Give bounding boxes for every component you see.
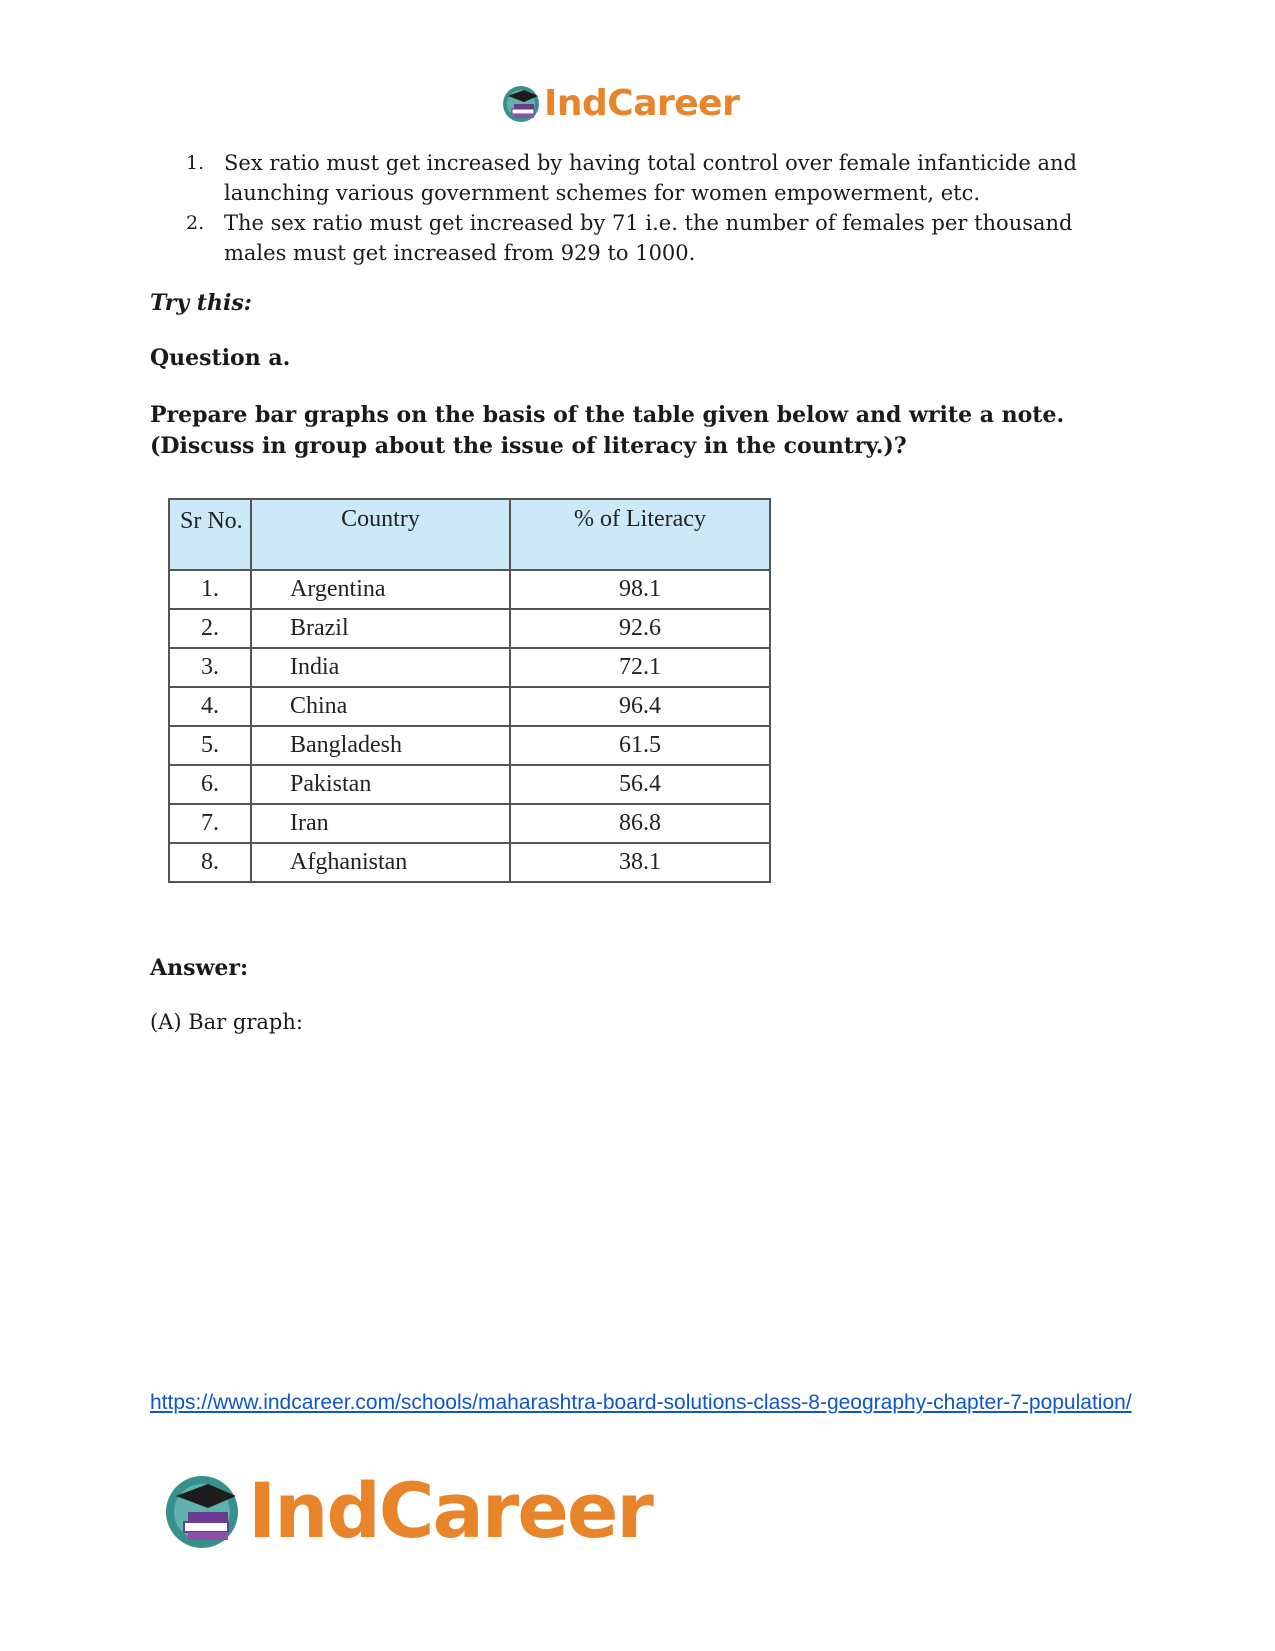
footer-logo (160, 1465, 652, 1555)
list-item (186, 148, 1106, 208)
bar-graph-label: (A) Bar graph: (150, 1010, 303, 1034)
cell-country: China (251, 687, 510, 726)
header-country: Country (251, 499, 510, 570)
cell-literacy: 92.6 (510, 609, 770, 648)
cell-sr: 2. (169, 609, 251, 648)
table-row (169, 726, 770, 765)
cell-country: India (251, 648, 510, 687)
cell-literacy: 38.1 (510, 843, 770, 882)
cell-country: Bangladesh (251, 726, 510, 765)
list-number: 1. (186, 152, 205, 174)
cell-literacy: 56.4 (510, 765, 770, 804)
list-number: 2. (186, 212, 205, 234)
literacy-table (168, 498, 771, 883)
numbered-list (186, 148, 1106, 268)
answer-heading: Answer: (150, 955, 249, 981)
table-row (169, 804, 770, 843)
cell-sr: 7. (169, 804, 251, 843)
cell-country: Brazil (251, 609, 510, 648)
logo-wordmark: IndCareer (544, 82, 740, 124)
graduation-cap-icon (500, 82, 542, 124)
question-heading: Question a. (150, 345, 291, 371)
list-text: Sex ratio must get increased by having total control over female infanticide and launching various government schemes for women empowerment, etc. (224, 151, 1077, 205)
list-text: The sex ratio must get increased by 71 i.e. the number of females per thousand males must get increased from 929 to 1000. (224, 211, 1073, 265)
cell-literacy: 61.5 (510, 726, 770, 765)
cell-literacy: 86.8 (510, 804, 770, 843)
cell-sr: 5. (169, 726, 251, 765)
graduation-cap-icon (160, 1468, 244, 1552)
cell-country: Pakistan (251, 765, 510, 804)
header-logo (500, 80, 739, 126)
cell-sr: 1. (169, 570, 251, 609)
table-row (169, 648, 770, 687)
header-sr-no: Sr No. (169, 499, 251, 570)
question-prompt: Prepare bar graphs on the basis of the table given below and write a note. (Discuss in group about the issue of literacy in the country.)? (150, 402, 1065, 459)
cell-sr: 3. (169, 648, 251, 687)
table-header-row (169, 499, 770, 570)
cell-sr: 8. (169, 843, 251, 882)
source-link[interactable]: https://www.indcareer.com/schools/maharashtra-board-solutions-class-8-geography-chapter-7-population/ (150, 1391, 1132, 1414)
try-this-heading: Try this: (150, 290, 252, 316)
header-literacy: % of Literacy (510, 499, 770, 570)
cell-literacy: 72.1 (510, 648, 770, 687)
table-row (169, 687, 770, 726)
table-row (169, 765, 770, 804)
logo-wordmark: IndCareer (248, 1465, 652, 1555)
cell-literacy: 98.1 (510, 570, 770, 609)
cell-country: Argentina (251, 570, 510, 609)
table-row (169, 609, 770, 648)
cell-country: Afghanistan (251, 843, 510, 882)
cell-sr: 4. (169, 687, 251, 726)
table-row (169, 570, 770, 609)
cell-sr: 6. (169, 765, 251, 804)
list-item (186, 208, 1106, 268)
table-row (169, 843, 770, 882)
cell-country: Iran (251, 804, 510, 843)
cell-literacy: 96.4 (510, 687, 770, 726)
